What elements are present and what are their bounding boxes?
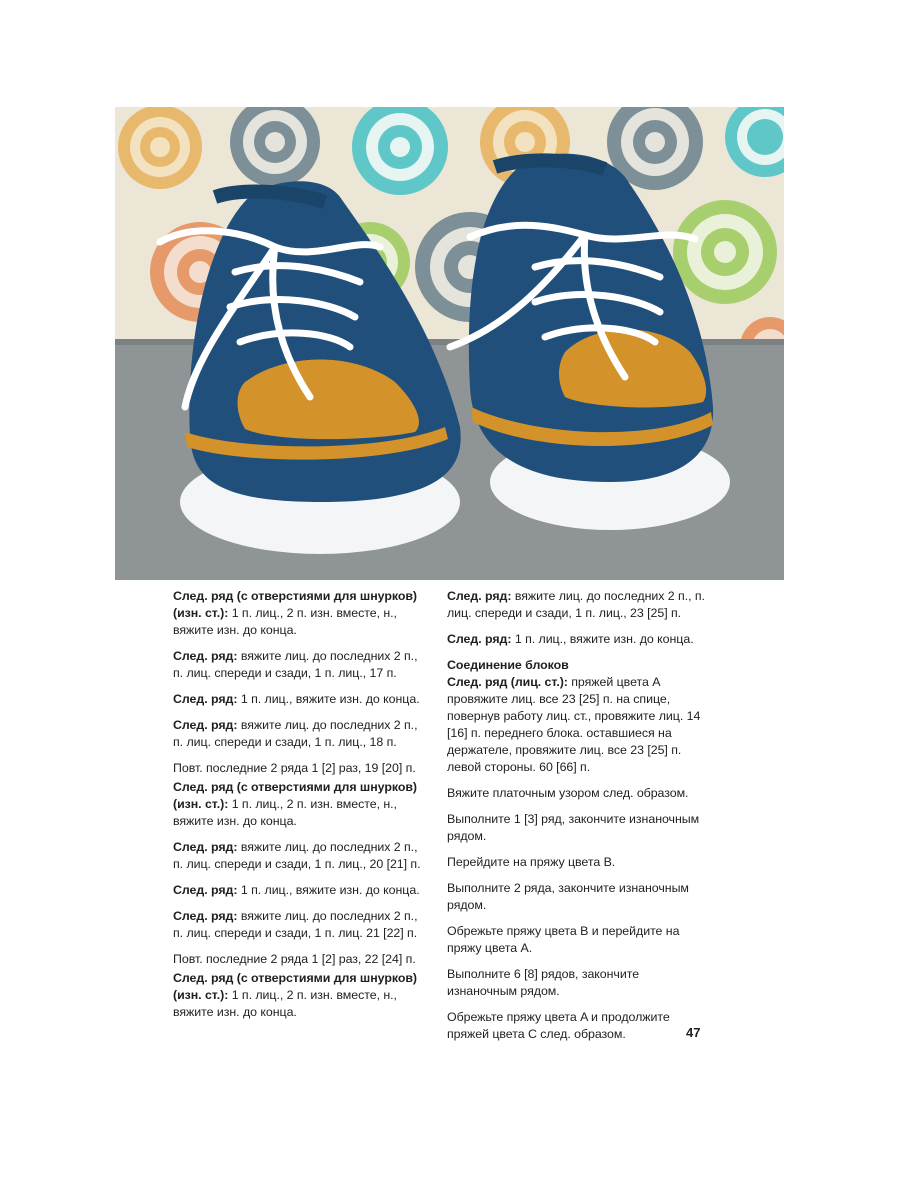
page-number: 47	[686, 1025, 701, 1040]
instruction-paragraph: След. ряд: 1 п. лиц., вяжите изн. до конца.	[447, 632, 694, 646]
instructions-right-column	[447, 588, 709, 1052]
instruction-paragraph: След. ряд (с отверстиями для шнурков) (изн. ст.): 1 п. лиц., 2 п. изн. вместе, н., вяжите изн. до конца.	[173, 780, 417, 828]
instruction-paragraph: Повт. последние 2 ряда 1 [2] раз, 22 [24] п.	[173, 952, 416, 966]
instruction-paragraph: Повт. последние 2 ряда 1 [2] раз, 19 [20] п.	[173, 761, 416, 775]
instruction-paragraph: След. ряд (лиц. ст.): пряжей цвета A провяжите лиц. все 23 [25] п. на спице, повернув работу лиц. ст., провяжите лиц. 14 [16] п. переднего блока. оставшиеся на держателе, провяжите лиц. все 23 [25] п. левой стороны. 60 [66] п.	[447, 675, 701, 774]
instruction-paragraph: Вяжите платочным узором след. образом.	[447, 786, 689, 800]
instruction-paragraph: След. ряд: вяжите лиц. до последних 2 п., п. лиц. спереди и сзади, 1 п. лиц., 20 [21] п.	[173, 840, 421, 871]
instruction-paragraph: Обрежьте пряжу цвета B и перейдите на пряжу цвета A.	[447, 924, 680, 955]
instruction-paragraph: След. ряд (с отверстиями для шнурков) (изн. ст.): 1 п. лиц., 2 п. изн. вместе, н., вяжите изн. до конца.	[173, 971, 417, 1019]
instruction-paragraph: След. ряд (с отверстиями для шнурков) (изн. ст.): 1 п. лиц., 2 п. изн. вместе, н., вяжите изн. до конца.	[173, 589, 417, 637]
instruction-paragraph: Выполните 1 [3] ряд, закончите изнаночным рядом.	[447, 812, 700, 843]
instruction-paragraph: След. ряд: вяжите лиц. до последних 2 п., п. лиц. спереди и сзади, 1 п. лиц., 17 п.	[173, 649, 418, 680]
instruction-paragraph: След. ряд: вяжите лиц. до последних 2 п., п. лиц. спереди и сзади, 1 п. лиц., 23 [25] п.	[447, 589, 705, 620]
instruction-paragraph: След. ряд: 1 п. лиц., вяжите изн. до конца.	[173, 883, 420, 897]
instruction-paragraph: Выполните 6 [8] рядов, закончите изнаночным рядом.	[447, 967, 640, 998]
instruction-paragraph: След. ряд: 1 п. лиц., вяжите изн. до конца.	[173, 692, 420, 706]
instruction-paragraph: Обрежьте пряжу цвета A и продолжите пряжей цвета C след. образом.	[447, 1010, 670, 1041]
instruction-paragraph: Выполните 2 ряда, закончите изнаночным рядом.	[447, 881, 689, 912]
instruction-paragraph: След. ряд: вяжите лиц. до последних 2 п., п. лиц. спереди и сзади, 1 п. лиц. 21 [22] п.	[173, 909, 418, 940]
booties-photo	[115, 107, 784, 580]
section-heading: Соединение блоков	[447, 658, 569, 672]
booties-illustration	[115, 107, 784, 580]
instruction-paragraph: След. ряд: вяжите лиц. до последних 2 п., п. лиц. спереди и сзади, 1 п. лиц., 18 п.	[173, 718, 418, 749]
instructions-left-column	[173, 588, 426, 1030]
instruction-paragraph: Перейдите на пряжу цвета B.	[447, 855, 616, 869]
